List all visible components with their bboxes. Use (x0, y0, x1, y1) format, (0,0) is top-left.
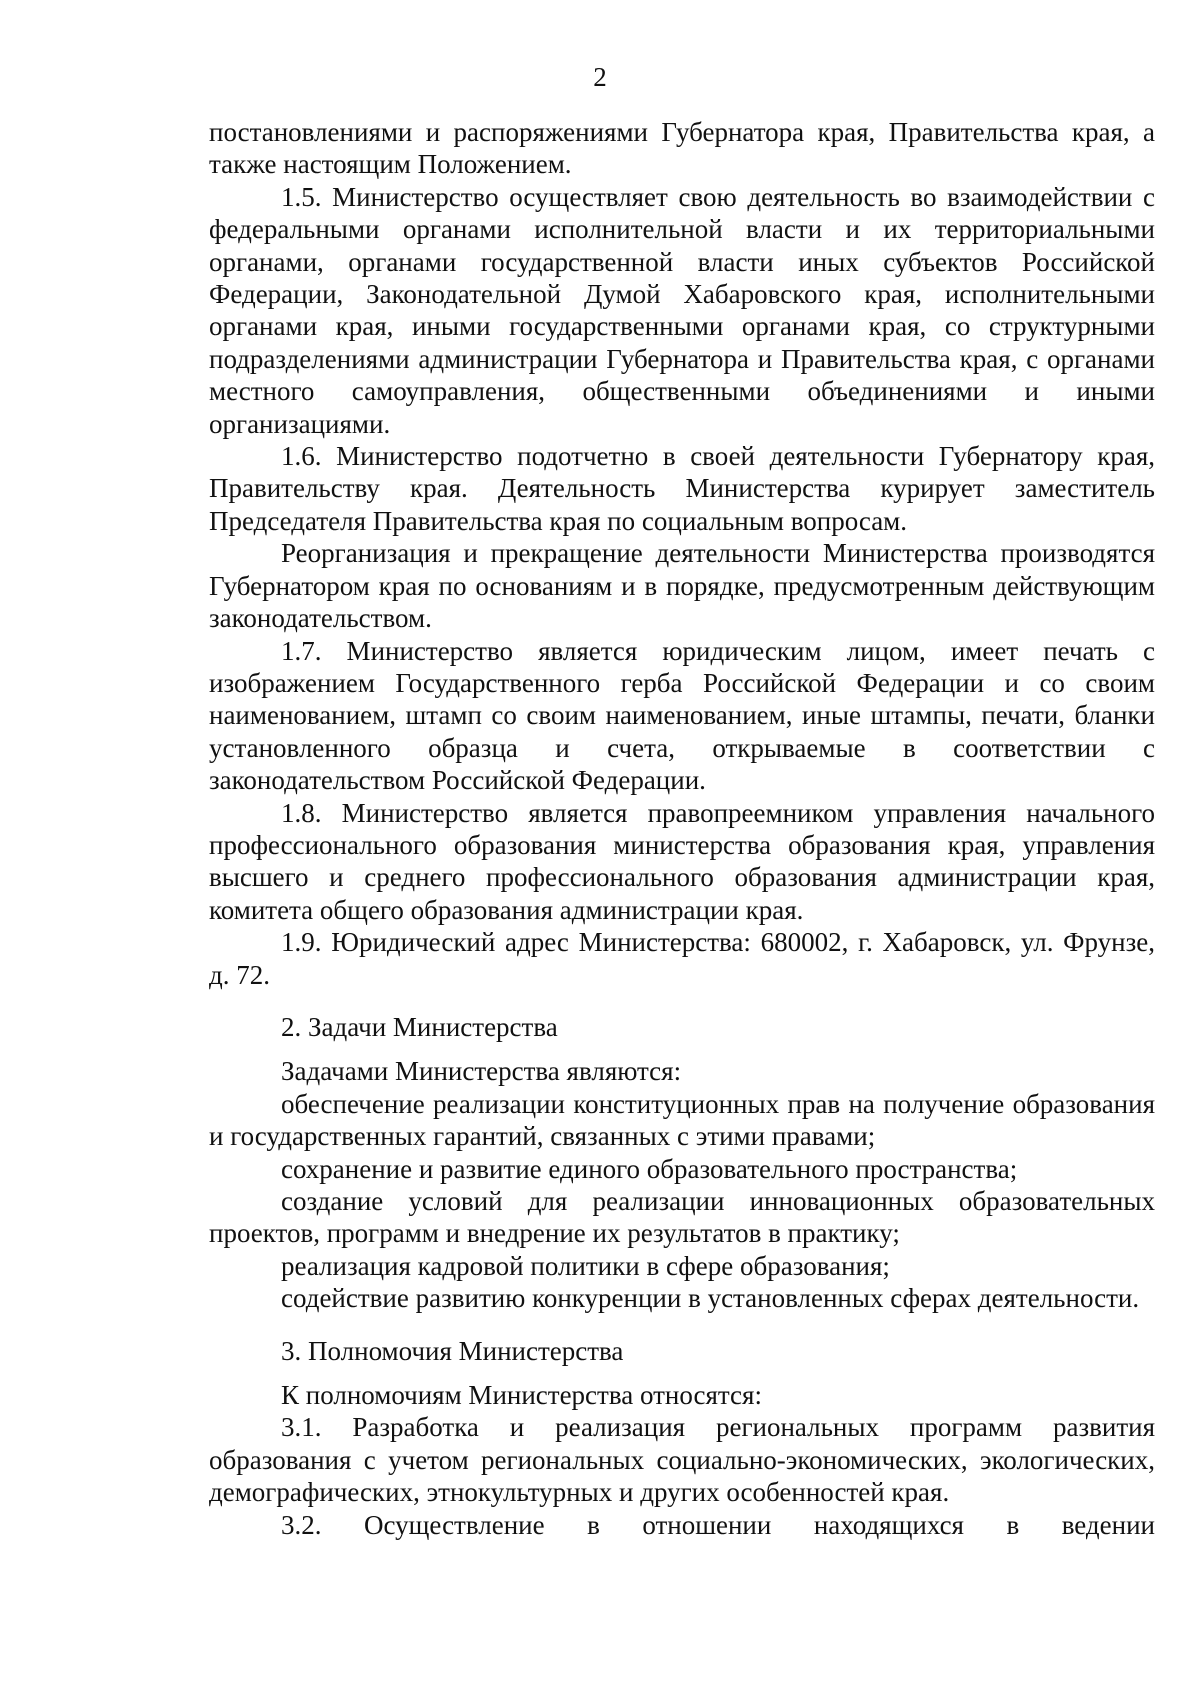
document-body (209, 116, 1155, 1541)
paragraph-3-2: 3.2. Осуществление в отношении находящихся в ведении (281, 1509, 1155, 1540)
section-2-item: содействие развитию конкуренции в установленных сферах деятельности. (281, 1283, 1140, 1314)
paragraph-continuation: постановлениями и распоряжениями Губернатора края, Правительства края, а также настоящим Положением. (209, 117, 1155, 180)
page-number: 2 (593, 62, 607, 92)
paragraph-1-8: 1.8. Министерство является правопреемником управления начального профессионального образования министерства образования края, управления высшего и среднего профессионального образования администрации края, комитета общего образования администрации края. (209, 797, 1155, 925)
section-2-item: обеспечение реализации конституционных прав на получение образования и государственных гарантий, связанных с этими правами; (209, 1088, 1155, 1152)
section-2-item: реализация кадровой политики в сфере образования; (281, 1250, 890, 1281)
section-2-heading: 2. Задачи Министерства (281, 1011, 558, 1042)
section-3-intro: К полномочиям Министерства относятся: (281, 1380, 762, 1411)
paragraph-1-7: 1.7. Министерство является юридическим лицом, имеет печать с изображением Государственного герба Российской Федерации и со своим наименованием, штамп со своим наименованием, иные штампы, печати, бланки установленного образца и счета, открываемые в соответствии с законодательством Российской Федерации. (209, 635, 1155, 796)
paragraph-1-6-reorganization: Реорганизация и прекращение деятельности Министерства производятся Губернатором края по основаниям и в порядке, предусмотренным действующим законодательством. (209, 538, 1155, 634)
section-2-item: сохранение и развитие единого образовательного пространства; (281, 1153, 1018, 1184)
paragraph-1-6: 1.6. Министерство подотчетно в своей деятельности Губернатору края, Правительству края. Деятельность Министерства курирует заместитель Председателя Правительства края по социальным вопросам. (209, 441, 1155, 536)
section-2-intro: Задачами Министерства являются: (281, 1056, 682, 1087)
section-2-item: создание условий для реализации инновационных образовательных проектов, программ и внедрение их результатов в практику; (209, 1186, 1155, 1249)
section-3-heading: 3. Полномочия Министерства (281, 1335, 624, 1366)
paragraph-1-5: 1.5. Министерство осуществляет свою деятельность во взаимодействии с федеральными органами исполнительной власти и их территориальными органами, органами государственной власти иных субъектов Российской Федерации, Законодательной Думой Хабаровского края, исполнительными органами края, иными государственными органами края, со структурными подразделениями администрации Губернатора и Правительства края, с органами местного самоуправления, общественными объединениями и иными организациями. (209, 181, 1155, 439)
paragraph-1-9: 1.9. Юридический адрес Министерства: 680002, г. Хабаровск, ул. Фрунзе, д. 72. (209, 927, 1155, 990)
paragraph-3-1: 3.1. Разработка и реализация региональных программ развития образования с учетом региональных социально-экономических, экологических, демографических, этнокультурных и других особенностей края. (209, 1412, 1155, 1508)
